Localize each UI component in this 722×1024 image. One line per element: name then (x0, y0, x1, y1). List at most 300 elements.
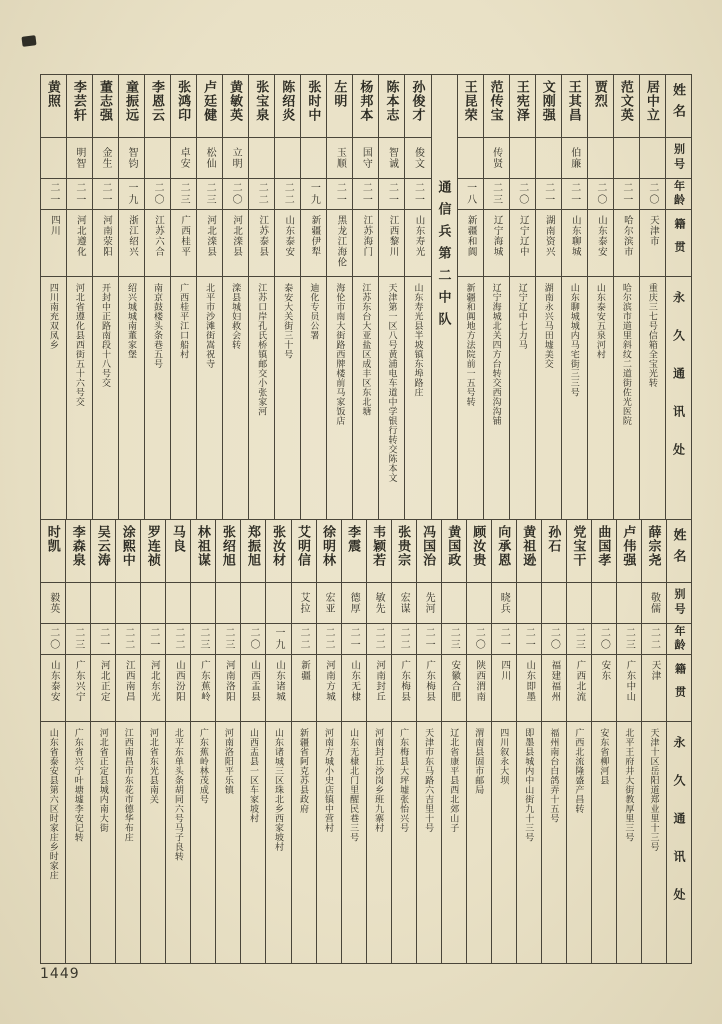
entry-native: 河南方城 (324, 659, 335, 702)
entry-column (639, 75, 665, 519)
entry-name: 顾汝贵 (471, 524, 487, 567)
entry-native: 江苏海门 (361, 215, 372, 257)
entry-address-cell (367, 722, 391, 964)
entry-column (616, 520, 641, 964)
entry-address: 山东诸城三区珠北乡西家坡村 (273, 727, 284, 851)
entry-name: 陈本志 (384, 80, 400, 122)
entry-native-cell (317, 655, 341, 722)
entry-name-cell (614, 75, 639, 138)
entry-age: 二一 (568, 182, 580, 206)
entry-native-cell (592, 655, 616, 722)
entry-native: 辽宁辽中 (517, 215, 528, 257)
entry-address: 河南封丘沙岗乡班九寨村 (374, 727, 385, 832)
entry-column (66, 75, 92, 519)
entry-name-cell (536, 75, 561, 138)
entry-name-cell (367, 520, 391, 583)
entry-alias-cell (379, 138, 404, 179)
entry-alias: 宏亚 (323, 591, 335, 614)
entry-age-cell (223, 179, 248, 210)
entry-age: 二二 (323, 626, 335, 651)
entry-alias-cell (617, 583, 641, 624)
entry-address-cell (517, 722, 541, 964)
entry-alias-cell (542, 583, 566, 624)
entry-name: 韦颖若 (371, 524, 387, 567)
header-column (665, 75, 691, 519)
entry-age-cell (567, 624, 591, 655)
entry-name-cell (91, 520, 115, 583)
roster-band-lower (40, 520, 692, 965)
entry-column (352, 75, 378, 519)
entry-alias-cell (458, 138, 483, 179)
entry-address: 北平王府井大街教厚里三号 (624, 727, 635, 842)
entry-age: 二二 (373, 626, 385, 651)
entry-native-cell (292, 655, 316, 722)
entry-name-cell (517, 520, 541, 583)
entry-native: 天津市 (647, 215, 658, 247)
entry-native: 四川 (48, 215, 59, 236)
entry-alias-cell (327, 138, 352, 179)
entry-native-cell (41, 655, 65, 722)
entry-alias-cell (216, 583, 240, 624)
entry-age: 二二 (298, 626, 310, 651)
entry-name: 李震 (346, 524, 362, 553)
entry-age-cell (66, 624, 90, 655)
entry-name-cell (492, 520, 516, 583)
entry-column (483, 75, 509, 519)
entry-alias: 先河 (423, 591, 435, 614)
entry-column (491, 520, 516, 964)
entry-age-cell (93, 179, 118, 210)
entry-column (509, 75, 535, 519)
entry-address: 滦县城妇救会转 (231, 283, 242, 350)
entry-name: 艾明信 (296, 524, 312, 567)
entry-age: 二三 (197, 626, 209, 651)
entry-name: 薛宗尧 (646, 524, 662, 567)
entry-age: 二二 (648, 626, 660, 651)
entry-address: 山东泰安五泉河村 (595, 283, 606, 359)
entry-address-cell (171, 277, 196, 519)
entry-native: 新疆 (299, 659, 310, 681)
entry-name-cell (442, 520, 466, 583)
entry-column (170, 75, 196, 519)
entry-address: 辽北省康平县西北郊山子 (449, 727, 460, 832)
entry-alias: 金生 (99, 147, 111, 169)
entry-age: 二〇 (473, 626, 485, 651)
entry-native: 广东中山 (624, 659, 635, 702)
entry-native-cell (562, 210, 587, 277)
entry-native-cell (640, 210, 665, 277)
entry-alias-cell (197, 138, 222, 179)
entry-age: 二二 (122, 626, 134, 651)
entry-name: 黄敏英 (228, 80, 244, 122)
entry-age: 二三 (72, 626, 84, 651)
entry-name: 张绍旭 (220, 524, 236, 567)
entry-age: 二一 (47, 182, 59, 206)
entry-age-cell (492, 624, 516, 655)
entry-name-cell (191, 520, 215, 583)
entry-native: 山东泰安 (48, 659, 59, 702)
entry-native-cell (66, 655, 90, 722)
entry-address: 福州南台白鸽弄十五号 (549, 727, 560, 823)
entry-address-cell (275, 277, 300, 519)
entry-age-cell (342, 624, 366, 655)
entry-age-cell (141, 624, 165, 655)
entry-address-cell (301, 277, 326, 519)
entry-address-cell (510, 277, 535, 519)
entry-age: 二一 (73, 182, 85, 206)
entry-address: 河南洛阳平乐镇 (223, 727, 234, 794)
entry-name-cell (93, 75, 118, 138)
entry-native: 湖南资兴 (543, 215, 554, 257)
entry-native: 浙江绍兴 (126, 215, 137, 257)
entry-column (291, 520, 316, 964)
entry-address: 北平东单头条胡同六号马子良转 (173, 727, 184, 861)
entry-native-cell (417, 655, 441, 722)
entry-column (118, 75, 144, 519)
entry-name-cell (640, 75, 665, 138)
entry-age: 二一 (97, 626, 109, 651)
entry-name: 卢伟强 (621, 524, 637, 567)
header-alias-cell (666, 138, 691, 179)
entry-alias-cell (275, 138, 300, 179)
entry-native-cell (342, 655, 366, 722)
header-age-cell (666, 179, 691, 210)
entry-name: 童振远 (123, 80, 139, 122)
entry-column (566, 520, 591, 964)
entry-name-cell (484, 75, 509, 138)
entry-age-cell (91, 624, 115, 655)
entry-alias-cell (241, 583, 265, 624)
entry-address: 哈尔滨市道里斜纹二道街佐光医院 (621, 283, 632, 426)
entry-age: 二一 (147, 626, 159, 651)
entry-address-cell (119, 277, 144, 519)
entry-alias-cell (223, 138, 248, 179)
entry-alias-cell (166, 583, 190, 624)
entry-name: 左明 (332, 80, 348, 108)
entry-address: 天津第一区八号黄浦电车道中学银行转交陈本文 (387, 283, 398, 483)
entry-age: 二二 (172, 626, 184, 651)
entry-name: 时凯 (45, 524, 61, 553)
entry-age-cell (542, 624, 566, 655)
entry-native: 河北滦县 (205, 215, 216, 257)
entry-address-cell (640, 277, 665, 519)
entry-address-cell (266, 722, 290, 964)
entry-address: 辽宁海城北关四方台转交西沟沟铺 (491, 283, 502, 426)
entry-native-cell (249, 210, 274, 277)
entry-alias: 立明 (230, 147, 242, 169)
entry-native: 山东寿光 (413, 215, 424, 257)
entry-native-cell (223, 210, 248, 277)
entry-address: 迪化专员公署 (309, 283, 320, 340)
entry-native-cell (275, 210, 300, 277)
entry-address-cell (405, 277, 430, 519)
entry-address-cell (66, 722, 90, 964)
entry-alias: 俊文 (412, 147, 424, 169)
entry-native: 山西盂县 (248, 659, 259, 702)
entry-native: 河北正定 (98, 659, 109, 702)
entry-name: 郑振旭 (245, 524, 261, 567)
entry-name: 党宝干 (571, 524, 587, 567)
header-name: 姓名 (671, 527, 687, 570)
entry-address: 广西北流隆盛产昌转 (574, 727, 585, 813)
entry-column (613, 75, 639, 519)
entry-column (326, 75, 352, 519)
entry-address: 山东无棣北门里醒民巷三号 (349, 727, 360, 842)
entry-age: 二二 (398, 626, 410, 651)
entry-native-cell (166, 655, 190, 722)
entry-address: 渭南县固市邮局 (474, 727, 485, 794)
header-native: 籍贯 (672, 218, 685, 264)
entry-name-cell (166, 520, 190, 583)
entry-alias-cell (141, 583, 165, 624)
entry-address: 安东省柳河县 (599, 727, 610, 785)
entry-age-cell (67, 179, 92, 210)
entry-name-cell (353, 75, 378, 138)
entry-alias: 卓安 (178, 147, 190, 169)
entry-name: 黄祖逊 (521, 524, 537, 567)
entry-alias: 艾拉 (298, 591, 310, 614)
header-name-cell (666, 75, 691, 138)
entry-name-cell (301, 75, 326, 138)
entry-alias: 敬儒 (648, 591, 660, 614)
entry-native-cell (145, 210, 170, 277)
entry-native-cell (617, 655, 641, 722)
entry-address: 河北省正定县城内南大街 (98, 727, 109, 832)
entry-age: 二一 (498, 626, 510, 651)
entry-address: 河北省东光县南关 (148, 727, 159, 804)
entry-address-cell (417, 722, 441, 964)
entry-native: 四川 (499, 659, 510, 681)
entry-age-cell (517, 624, 541, 655)
entry-native: 山东泰安 (283, 215, 294, 257)
entry-native-cell (467, 655, 491, 722)
entry-native: 山东聊城 (569, 215, 580, 257)
entry-native-cell (379, 210, 404, 277)
entry-age: 二一 (360, 182, 372, 206)
entry-address: 即墨县城内中山街九十三号 (524, 727, 535, 842)
entry-alias-cell (191, 583, 215, 624)
entry-age-cell (119, 179, 144, 210)
entry-age: 二〇 (646, 182, 658, 206)
entry-address: 河北省遵化县西街五十六号交 (74, 283, 85, 407)
entry-column (457, 75, 483, 519)
entry-native: 广西桂平 (179, 215, 190, 257)
entry-column (165, 520, 190, 964)
entry-name-cell (542, 520, 566, 583)
entry-column (535, 75, 561, 519)
entry-address: 北平市沙滩街嵩祝寺 (205, 283, 216, 369)
entry-age-cell (317, 624, 341, 655)
entry-age: 一九 (125, 182, 137, 206)
entry-column (274, 75, 300, 519)
entry-alias-cell (640, 138, 665, 179)
entry-alias-cell (317, 583, 341, 624)
entry-address-cell (223, 277, 248, 519)
entry-alias-cell (249, 138, 274, 179)
entry-address-cell (562, 277, 587, 519)
entry-age: 二〇 (47, 626, 59, 651)
entry-alias-cell (66, 583, 90, 624)
entry-native: 黑龙江海伦 (335, 215, 346, 268)
entry-age-cell (266, 624, 290, 655)
entry-native-cell (510, 210, 535, 277)
entry-native: 辽宁海城 (491, 215, 502, 257)
entry-age-cell (216, 624, 240, 655)
entry-alias-cell (492, 583, 516, 624)
entry-name-cell (327, 75, 352, 138)
entry-native-cell (93, 210, 118, 277)
entry-address: 新疆省阿克苏县政府 (299, 727, 310, 813)
header-age-cell (667, 624, 691, 655)
entry-address-cell (458, 277, 483, 519)
entry-alias-cell (93, 138, 118, 179)
entry-address-cell (67, 277, 92, 519)
entry-column (561, 75, 587, 519)
entry-age: 二〇 (152, 182, 164, 206)
entry-age: 二三 (573, 626, 585, 651)
entry-native-cell (216, 655, 240, 722)
entry-address: 江苏东台大亚盐区成丰区东北塘 (361, 283, 372, 416)
entry-address: 河南方城小史店镇中营村 (324, 727, 335, 832)
entry-native-cell (367, 655, 391, 722)
entry-age: 二三 (204, 182, 216, 206)
entry-name: 李恩云 (150, 80, 166, 122)
entry-native: 山东泰安 (595, 215, 606, 257)
header-native: 籍贯 (673, 662, 686, 709)
entry-alias-cell (392, 583, 416, 624)
header-column (666, 520, 691, 964)
entry-name: 张汝材 (270, 524, 286, 567)
entry-name: 张宝泉 (254, 80, 270, 122)
entry-address-cell (191, 722, 215, 964)
entry-age: 二一 (99, 182, 111, 206)
entry-native: 江苏六合 (153, 215, 164, 257)
entry-column (140, 520, 165, 964)
entry-alias-cell (91, 583, 115, 624)
entry-native-cell (353, 210, 378, 277)
entry-name-cell (171, 75, 196, 138)
page-number: 1449 (40, 966, 80, 982)
entry-age: 二三 (448, 626, 460, 651)
entry-alias-cell (171, 138, 196, 179)
entry-column (587, 75, 613, 519)
entry-address-cell (392, 722, 416, 964)
entry-name: 张贵宗 (396, 524, 412, 567)
entry-address-cell (614, 277, 639, 519)
entry-address-cell (41, 277, 66, 519)
entry-name-cell (567, 520, 591, 583)
header-address: 永久通讯处 (671, 291, 686, 481)
entry-address: 重庆三七号信箱全宝光转 (647, 283, 658, 388)
entry-age-cell (197, 179, 222, 210)
entry-age: 二一 (423, 626, 435, 651)
header-address-cell (667, 722, 691, 964)
entry-age-cell (536, 179, 561, 210)
entry-alias-cell (41, 138, 66, 179)
entry-native-cell (567, 655, 591, 722)
entry-age: 二一 (542, 182, 554, 206)
entry-native-cell (141, 655, 165, 722)
entry-column (366, 520, 391, 964)
entry-native-cell (614, 210, 639, 277)
entry-native-cell (171, 210, 196, 277)
entry-column (90, 520, 115, 964)
entry-address-cell (166, 722, 190, 964)
entry-alias-cell (567, 583, 591, 624)
header-alias: 别号 (672, 143, 685, 173)
entry-alias-cell (442, 583, 466, 624)
entry-alias-cell (405, 138, 430, 179)
entry-address: 江苏口岸孔氏桥镇邮交小张家河 (257, 283, 268, 416)
entry-native-cell (392, 655, 416, 722)
entry-address-cell (617, 722, 641, 964)
entry-alias-cell (517, 583, 541, 624)
entry-age-cell (617, 624, 641, 655)
entry-column (404, 75, 430, 519)
entry-age-cell (353, 179, 378, 210)
entry-name-cell (617, 520, 641, 583)
entry-address-cell (41, 722, 65, 964)
entry-name: 孙俊才 (410, 80, 426, 122)
entry-age: 二〇 (594, 182, 606, 206)
entry-alias: 国守 (360, 147, 372, 169)
entry-native-cell (442, 655, 466, 722)
entry-name-cell (67, 75, 92, 138)
entry-native-cell (91, 655, 115, 722)
entry-address: 山东聊城城内马宅街三三号 (569, 283, 580, 397)
entry-alias-cell (642, 583, 666, 624)
entry-name: 林祖谋 (195, 524, 211, 567)
header-address: 永久通讯处 (671, 735, 686, 926)
entry-age: 二一 (386, 182, 398, 206)
header-age: 年龄 (672, 180, 685, 208)
entry-age: 二三 (222, 626, 234, 651)
entry-alias-cell (145, 138, 170, 179)
unit-divider-column (431, 75, 457, 519)
entry-name: 徐明林 (321, 524, 337, 567)
header-native-cell (667, 655, 691, 722)
entry-native-cell (542, 655, 566, 722)
entry-alias: 伯廉 (568, 147, 580, 169)
entry-age-cell (166, 624, 190, 655)
entry-age-cell (510, 179, 535, 210)
entry-address: 山东寿光县半坡镇东埠路庄 (413, 283, 424, 397)
entry-name-cell (588, 75, 613, 138)
entry-age-cell (301, 179, 326, 210)
entry-name: 王宪泽 (514, 80, 530, 122)
entry-alias-cell (562, 138, 587, 179)
header-name: 姓名 (670, 83, 686, 125)
entry-native: 天津 (649, 659, 660, 681)
entry-name: 李森泉 (70, 524, 86, 567)
entry-address-cell (241, 722, 265, 964)
entry-address: 海伦市南大街路西牌楼前马家饭店 (335, 283, 346, 426)
entry-address: 天津市东马路六吉里十号 (424, 727, 435, 832)
entry-native-cell (327, 210, 352, 277)
entry-column (240, 520, 265, 964)
entry-age-cell (249, 179, 274, 210)
entry-native-cell (67, 210, 92, 277)
entry-alias: 松仙 (204, 147, 216, 169)
entry-alias: 毅英 (47, 591, 59, 614)
entry-name-cell (342, 520, 366, 583)
entry-age: 二二 (282, 182, 294, 206)
entry-age-cell (588, 179, 613, 210)
entry-address: 山东省泰安县第六区时家庄乡时家庄 (48, 727, 59, 880)
entry-alias: 德厚 (348, 591, 360, 614)
entry-column (196, 75, 222, 519)
entry-native: 山东无棣 (349, 659, 360, 702)
